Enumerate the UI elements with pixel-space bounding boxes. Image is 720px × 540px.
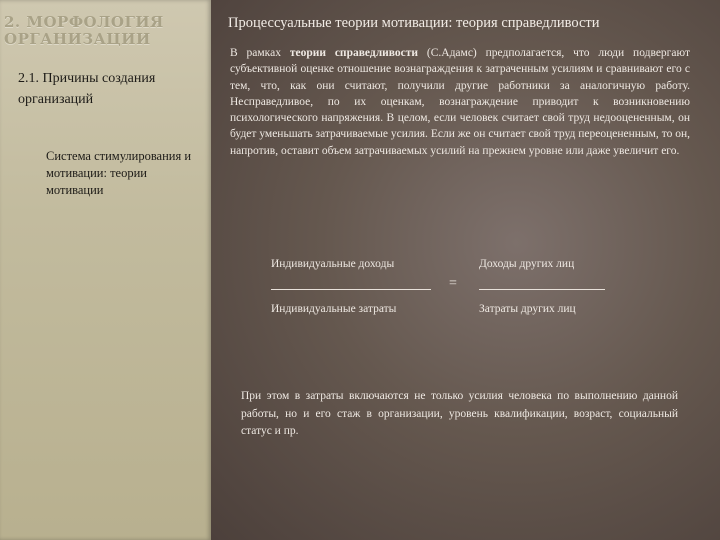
paragraph-term: теории справедливости bbox=[289, 47, 419, 59]
formula-right-numerator: Доходы других лиц bbox=[479, 258, 575, 270]
formula-left-numerator: Индивидуальные доходы bbox=[271, 258, 395, 270]
paragraph-intro: В рамках bbox=[230, 47, 290, 59]
slide-content bbox=[211, 0, 720, 540]
sidebar bbox=[0, 0, 211, 540]
formula-left-fraction-line bbox=[271, 289, 431, 290]
costs-note: При этом в затраты включаются не только усилия человека по выполнению данной работы, но и его стаж в организации, уровень квалификации, возраст, социальный статус и пр. bbox=[241, 390, 678, 437]
formula-right-denominator: Затраты других лиц bbox=[479, 303, 576, 315]
formula-right-fraction-line bbox=[479, 289, 605, 290]
equity-formula bbox=[211, 0, 720, 540]
sidebar-section-heading: 2.1. Причины создания организаций bbox=[18, 71, 156, 107]
sidebar-title: 2. МОРФОЛОГИЯ ОРГАНИЗАЦИИ bbox=[4, 13, 164, 48]
paragraph-body: (С.Адамс) предполагается, что люди подвергают субъективной оценке отношение вознаграждения к затраченным усилиям и сравнивают его с тем, что, как они считают, получили другие работники за аналогичную работу. Несправедливое, по их оценкам, вознаграждение приводит к возникновению психологического напряжения. В целом, если человек считает свой труд недооцененным, он будет уменьшать затрачиваемые усилия. Если же он считает свой труд переоцененным, то он, напротив, оставит объем затрачиваемых усилий на прежнем уровне или даже увеличит его. bbox=[230, 47, 690, 157]
sidebar-subsection-heading: Система стимулирования и мотивации: теории мотивации bbox=[46, 149, 192, 197]
slide-title: Процессуальные теории мотивации: теория справедливости bbox=[228, 15, 600, 31]
formula-left-denominator: Индивидуальные затраты bbox=[271, 303, 397, 315]
formula-equals-sign: = bbox=[449, 276, 457, 291]
